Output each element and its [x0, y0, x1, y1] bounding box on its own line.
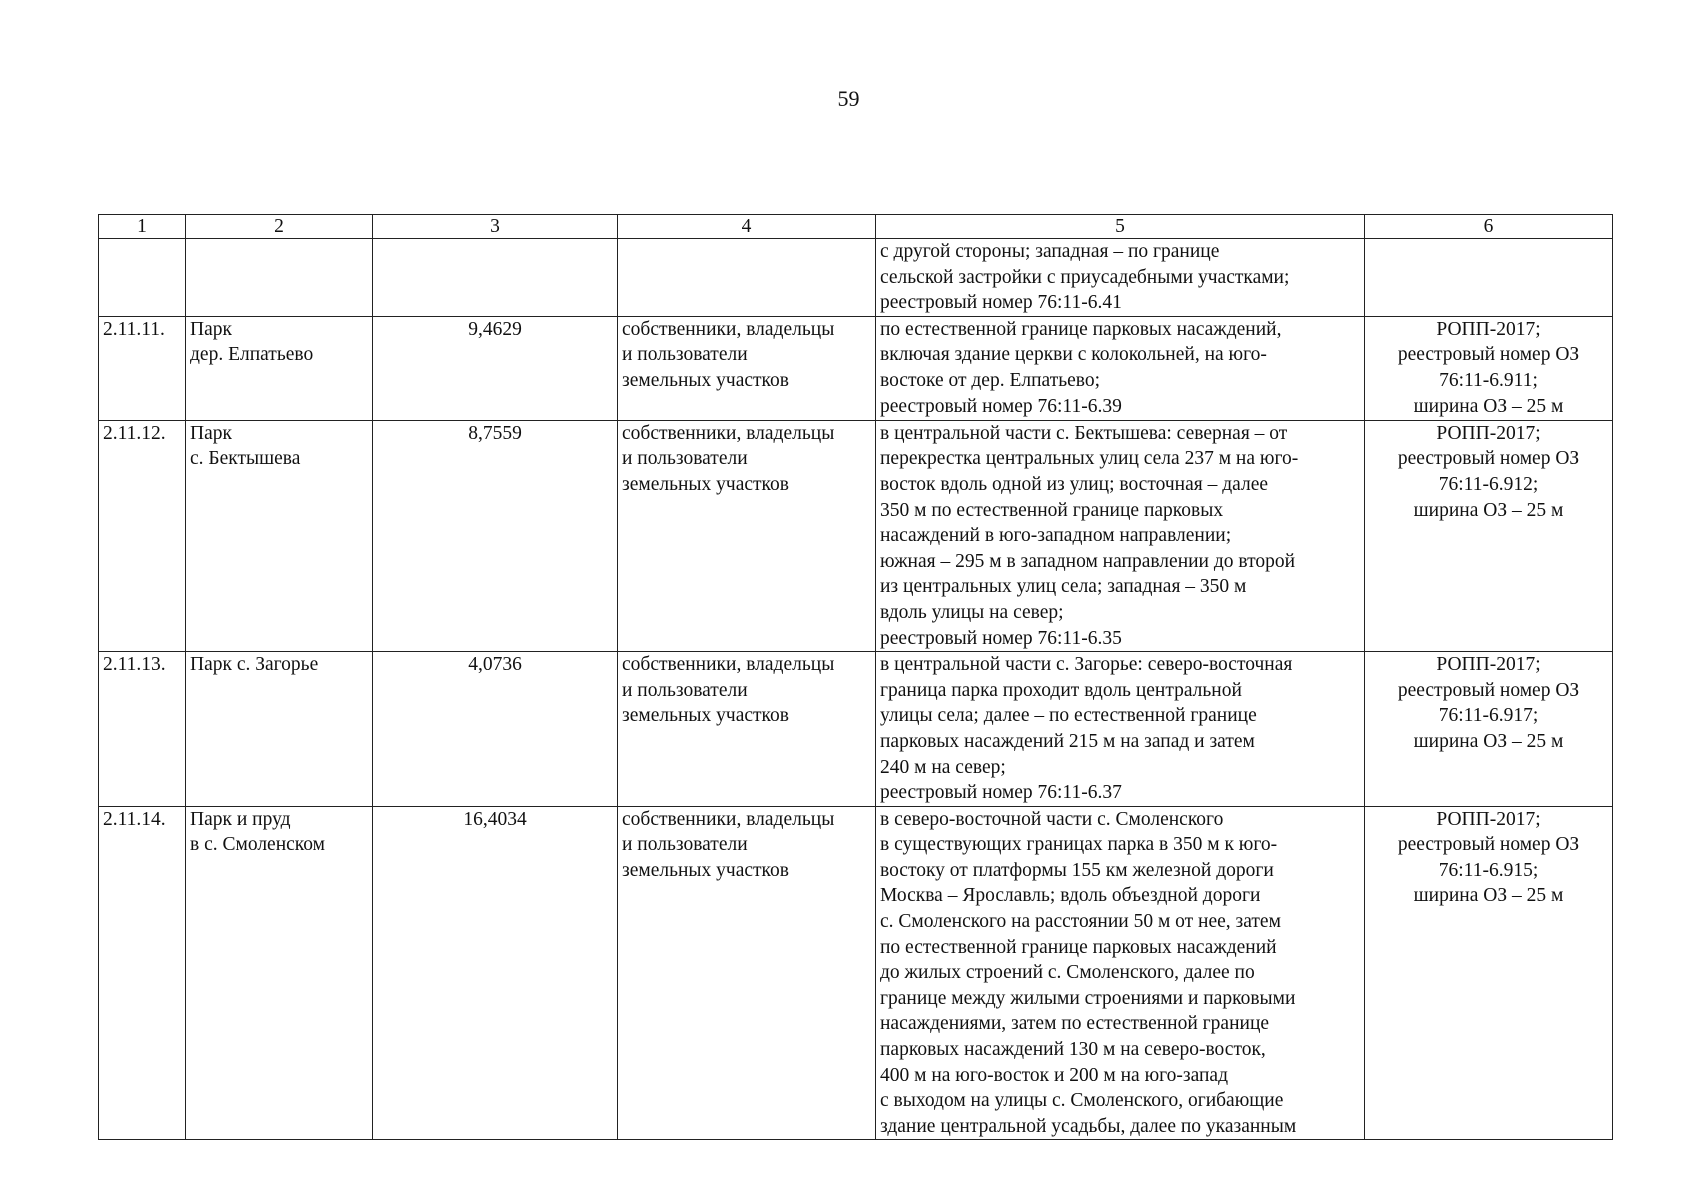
table-row [99, 316, 1613, 420]
area-value [373, 239, 618, 317]
registry-cell: РОПП-2017; реестровый номер ОЗ 76:11-6.911; ширина ОЗ – 25 м [1365, 316, 1613, 420]
object-name: Парк дер. Елпатьево [186, 316, 373, 420]
registry-cell [1365, 239, 1613, 317]
protected-areas-table [98, 214, 1613, 1140]
column-number-row [99, 215, 1613, 239]
column-header: 4 [618, 215, 876, 239]
owners-cell: собственники, владельцы и пользователи земельных участков [618, 652, 876, 807]
area-value: 4,0736 [373, 652, 618, 807]
object-name: Парк с. Загорье [186, 652, 373, 807]
boundary-description: по естественной границе парковых насаждений, включая здание церкви с колокольней, на юго- востоке от дер. Елпатьево; реестровый номер 76:11-6.39 [876, 316, 1365, 420]
row-number [99, 239, 186, 317]
table-row [99, 806, 1613, 1140]
registry-cell: РОПП-2017; реестровый номер ОЗ 76:11-6.912; ширина ОЗ – 25 м [1365, 420, 1613, 651]
object-name: Парк с. Бектышева [186, 420, 373, 651]
registry-cell: РОПП-2017; реестровый номер ОЗ 76:11-6.917; ширина ОЗ – 25 м [1365, 652, 1613, 807]
boundary-description: с другой стороны; западная – по границе сельской застройки с приусадебными участками; реестровый номер 76:11-6.41 [876, 239, 1365, 317]
area-value: 8,7559 [373, 420, 618, 651]
area-value: 16,4034 [373, 806, 618, 1140]
boundary-description: в центральной части с. Бектышева: северная – от перекрестка центральных улиц села 237 м на юго- восток вдоль одной из улиц; восточная – далее 350 м по естественной границе парковых насаждений в юго-западном направлении; южная – 295 м в западном направлении до второй из центральных улиц села; западная – 350 м вдоль улицы на север; реестровый номер 76:11-6.35 [876, 420, 1365, 651]
column-header: 6 [1365, 215, 1613, 239]
table-row [99, 239, 1613, 317]
owners-cell: собственники, владельцы и пользователи земельных участков [618, 316, 876, 420]
owners-cell: собственники, владельцы и пользователи земельных участков [618, 420, 876, 651]
column-header: 2 [186, 215, 373, 239]
object-name: Парк и пруд в с. Смоленском [186, 806, 373, 1140]
table-row [99, 420, 1613, 651]
object-name [186, 239, 373, 317]
row-number: 2.11.14. [99, 806, 186, 1140]
owners-cell: собственники, владельцы и пользователи земельных участков [618, 806, 876, 1140]
page-number: 59 [837, 86, 860, 111]
area-value: 9,4629 [373, 316, 618, 420]
boundary-description: в центральной части с. Загорье: северо-восточная граница парка проходит вдоль центральной улицы села; далее – по естественной границе парковых насаждений 215 м на запад и затем 240 м на север; реестровый номер 76:11-6.37 [876, 652, 1365, 807]
row-number: 2.11.12. [99, 420, 186, 651]
table-row [99, 652, 1613, 807]
owners-cell [618, 239, 876, 317]
registry-cell: РОПП-2017; реестровый номер ОЗ 76:11-6.915; ширина ОЗ – 25 м [1365, 806, 1613, 1140]
row-number: 2.11.13. [99, 652, 186, 807]
column-header: 1 [99, 215, 186, 239]
column-header: 3 [373, 215, 618, 239]
boundary-description: в северо-восточной части с. Смоленского в существующих границах парка в 350 м к юго- востоку от платформы 155 км железной дороги Москва – Ярославль; вдоль объездной дороги с. Смоленского на расстоянии 50 м от нее, затем по естественной границе парковых насаждений до жилых строений с. Смоленского, далее по границе между жилыми строениями и парковыми насаждениями, затем по естественной границе парковых насаждений 130 м на северо-восток, 400 м на юго-восток и 200 м на юго-запад с выходом на улицы с. Смоленского, огибающие здание центральной усадьбы, далее по указанным [876, 806, 1365, 1140]
row-number: 2.11.11. [99, 316, 186, 420]
column-header: 5 [876, 215, 1365, 239]
